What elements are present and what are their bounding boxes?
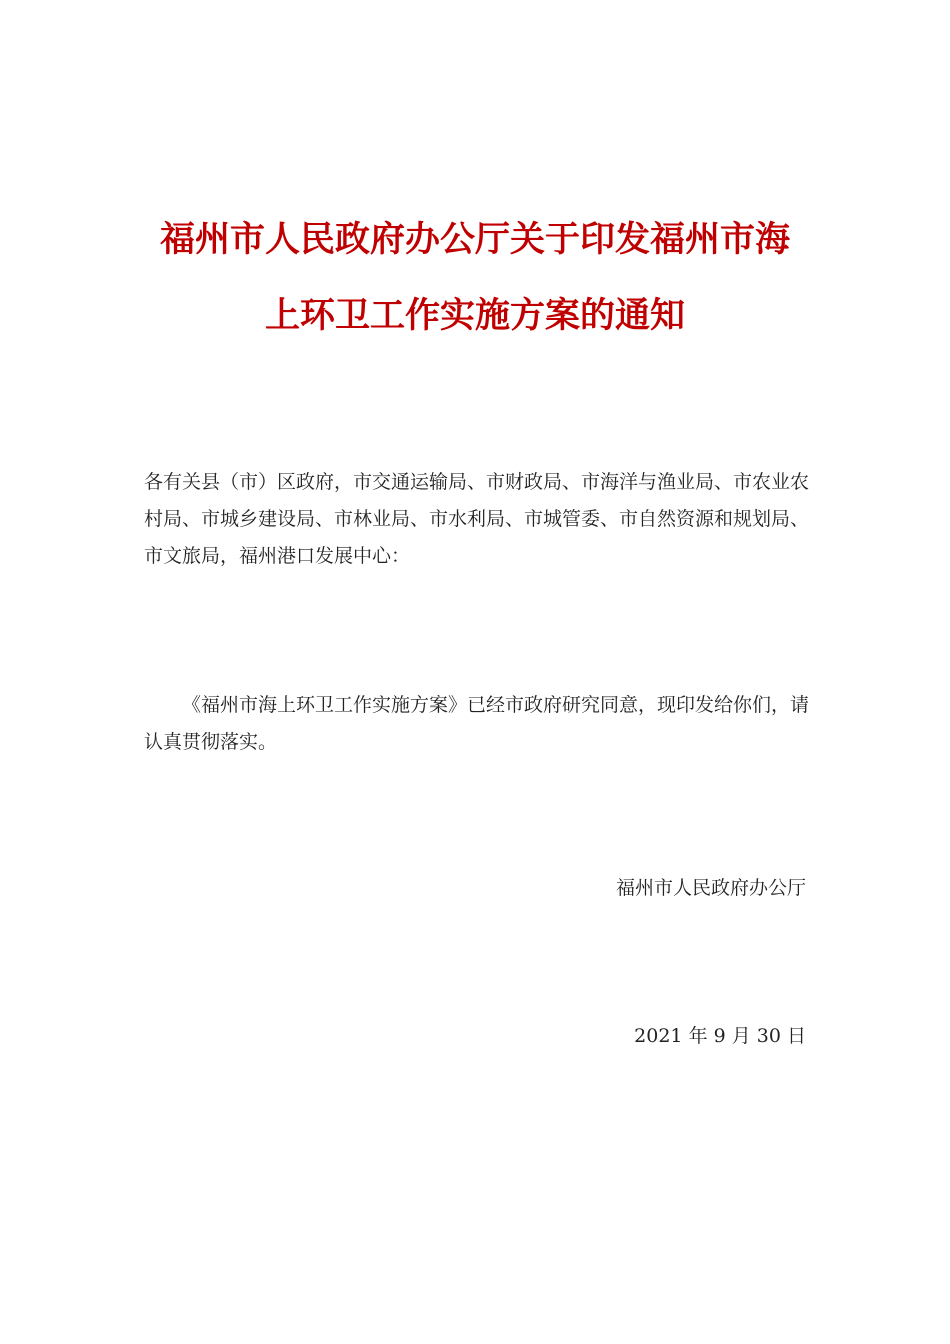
issuer-signature: 福州市人民政府办公厅 xyxy=(615,877,806,899)
document-title-line-2: 上环卫工作实施方案的通知 xyxy=(264,296,685,336)
addressee-paragraph: 各有关县（市）区政府，市交通运输局、市财政局、市海洋与渔业局、市农业农村局、市城乡建设局、市林业局、市水利局、市城管委、市自然资源和规划局、市文旅局，福州港口发展中心： xyxy=(144,471,810,567)
body-paragraph: 《福州市海上环卫工作实施方案》已经市政府研究同意，现印发给你们，请认真贯彻落实。 xyxy=(144,694,810,753)
document-title-line-1: 福州市人民政府办公厅关于印发福州市海 xyxy=(159,220,790,260)
issue-date: 2021 年 9 月 30 日 xyxy=(634,1025,806,1047)
